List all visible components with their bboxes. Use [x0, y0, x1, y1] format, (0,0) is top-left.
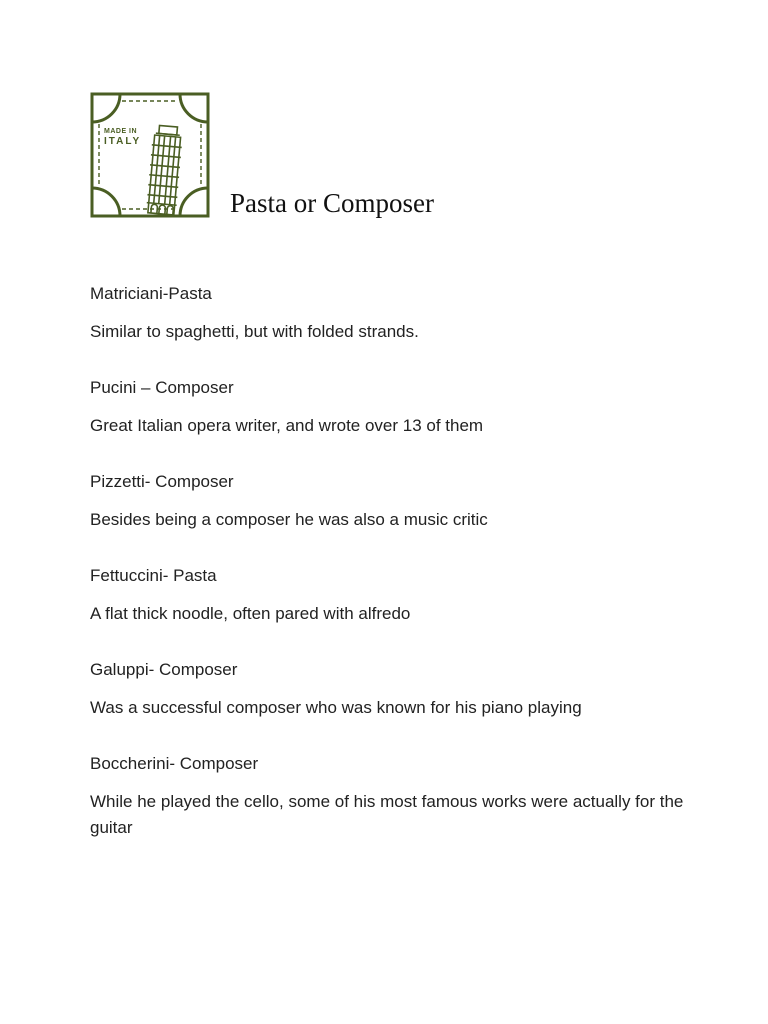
entry-description: A flat thick noodle, often pared with alfredo	[90, 604, 411, 623]
entry-description: Great Italian opera writer, and wrote over 13 of them	[90, 416, 484, 435]
page-title: Pasta or Composer	[230, 188, 434, 218]
entry-heading: Galuppi- Composer	[90, 660, 238, 679]
list-item	[90, 753, 690, 841]
made-in-italy-logo	[90, 92, 210, 218]
entry-heading: Pucini – Composer	[90, 378, 234, 397]
entry-description: While he played the cello, some of his most famous works were actually for the guitar	[90, 792, 684, 837]
entry-description: Similar to spaghetti, but with folded strands.	[90, 322, 419, 341]
list-item	[90, 471, 690, 533]
list-item	[90, 283, 690, 345]
list-item	[90, 659, 690, 721]
entry-heading: Pizzetti- Composer	[90, 472, 234, 491]
entry-description: Besides being a composer he was also a music critic	[90, 510, 488, 529]
entry-heading: Boccherini- Composer	[90, 754, 259, 773]
logo-made-in-text: MADE IN	[104, 128, 138, 135]
entry-heading: Fettuccini- Pasta	[90, 566, 217, 585]
entry-list	[90, 283, 690, 873]
entry-description: Was a successful composer who was known for his piano playing	[90, 698, 582, 717]
list-item	[90, 377, 690, 439]
entry-heading: Matriciani-Pasta	[90, 284, 212, 303]
list-item	[90, 565, 690, 627]
leaning-tower-of-pisa-icon	[90, 92, 210, 218]
logo-italy-text: ITALY	[104, 136, 142, 147]
